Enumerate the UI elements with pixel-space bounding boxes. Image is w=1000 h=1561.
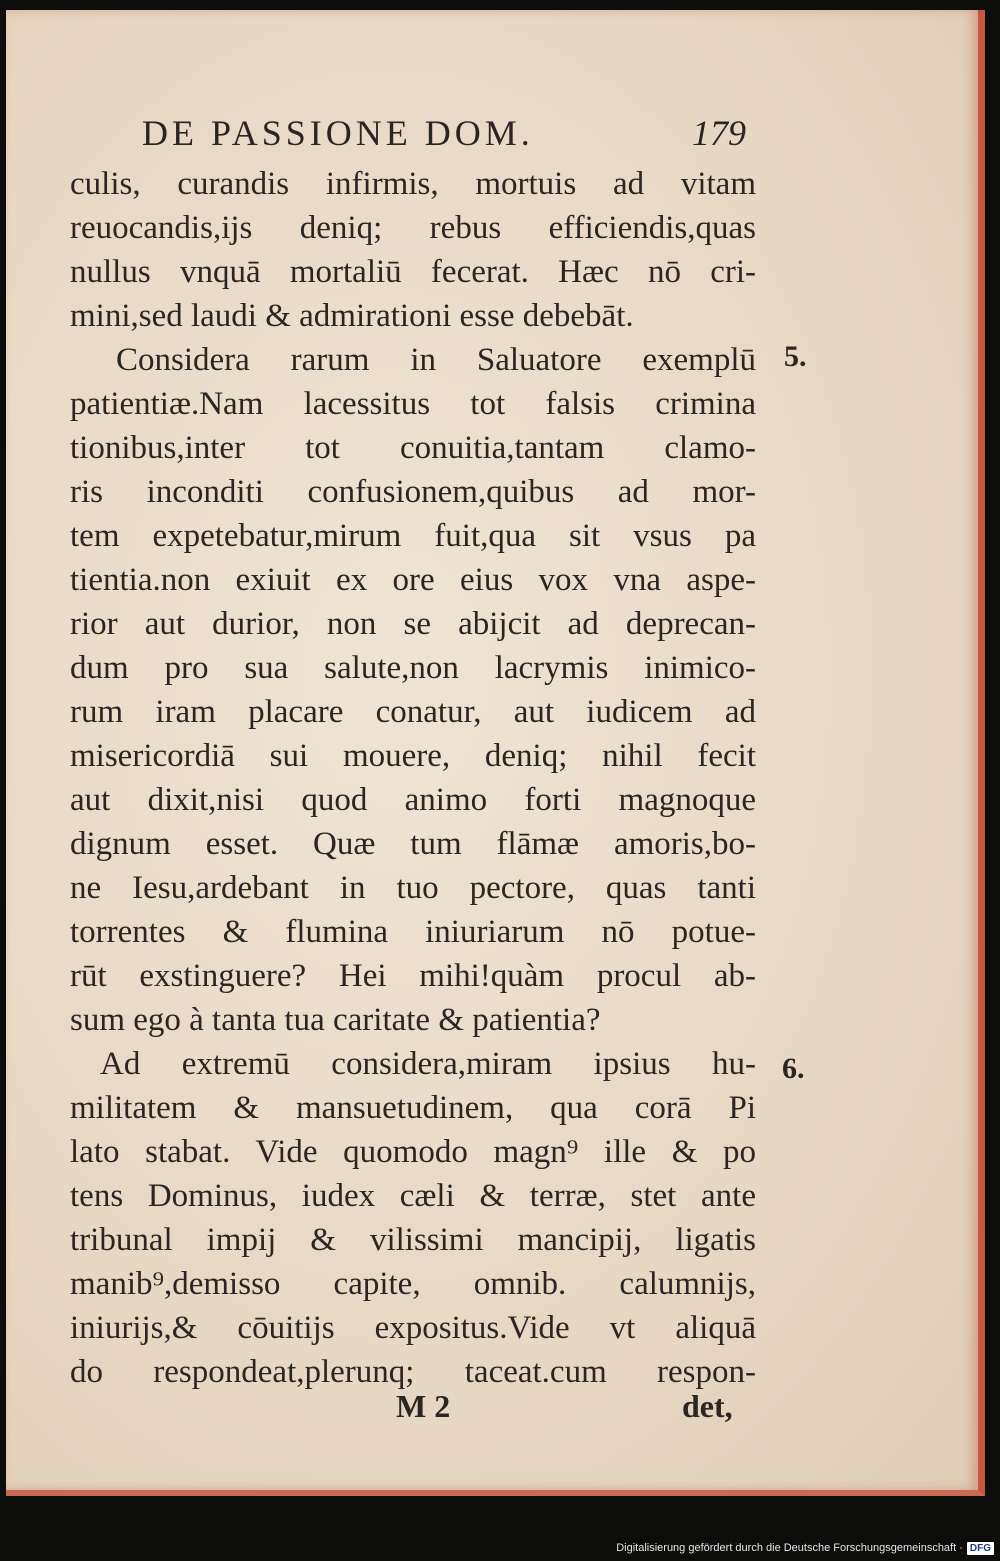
text-line: rior aut durior, non se abijcit ad deprecan-: [70, 606, 756, 642]
text-line: Ad extremū considera,miram ipsius hu-: [100, 1046, 756, 1082]
text-line: ne Iesu,ardebant in tuo pectore, quas tanti: [70, 870, 756, 906]
text-line: do respondeat,plerunq; taceat.cum respon-: [70, 1354, 756, 1390]
text-line: torrentes & flumina iniuriarum nō potue-: [70, 914, 756, 950]
text-line: Considera rarum in Saluatore exemplū: [116, 342, 756, 378]
text-line: iniurijs,& cōuitijs expositus.Vide vt aliquā: [70, 1310, 756, 1346]
running-head: [136, 110, 746, 156]
text-line: tens Dominus, iudex cæli & terræ, stet ante: [70, 1178, 756, 1214]
running-head-title: DE PASSIONE DOM.: [142, 113, 534, 153]
catchword: det,: [682, 1388, 733, 1424]
page-number: 179: [692, 113, 746, 153]
text-line: nullus vnquā mortaliū fecerat. Hæc nō cri-: [70, 254, 756, 290]
text-line: dignum esset. Quæ tum flāmæ amoris,bo-: [70, 826, 756, 862]
margin-number: 5.: [784, 340, 807, 373]
book-page: [6, 10, 985, 1496]
text-line: militatem & mansuetudinem, qua corā Pi: [70, 1090, 756, 1126]
text-line: rum iram placare conatur, aut iudicem ad: [70, 694, 756, 730]
text-line: reuocandis,ijs deniq; rebus efficiendis,quas: [70, 210, 756, 246]
margin-number: 6.: [782, 1052, 805, 1085]
text-line: tem expetebatur,mirum fuit,qua sit vsus pa: [70, 518, 756, 554]
text-line: sum ego à tanta tua caritate & patientia?: [70, 1002, 601, 1038]
text-line: ris inconditi confusionem,quibus ad mor-: [70, 474, 756, 510]
dfg-logo: DFG: [967, 1542, 994, 1555]
funding-credit-text: Digitalisierung gefördert durch die Deutsche Forschungsgemeinschaft ·: [616, 1542, 963, 1554]
text-line: tribunal impij & vilissimi mancipij, ligatis: [70, 1222, 756, 1258]
body-text: [70, 162, 756, 1394]
text-line: aut dixit,nisi quod animo forti magnoque: [70, 782, 756, 818]
text-line: dum pro sua salute,non lacrymis inimico-: [70, 650, 756, 686]
text-line: patientiæ.Nam lacessitus tot falsis crimina: [70, 386, 756, 422]
text-line: mini,sed laudi & admirationi esse debebāt.: [70, 298, 634, 334]
text-line: misericordiā sui mouere, deniq; nihil fecit: [70, 738, 756, 774]
text-line: tionibus,inter tot conuitia,tantam clamo-: [70, 430, 756, 466]
text-line: lato stabat. Vide quomodo magn⁹ ille & po: [70, 1134, 756, 1170]
signature-mark: M 2: [396, 1388, 451, 1424]
text-line: rūt exstinguere? Hei mihi!quàm procul ab-: [70, 958, 756, 994]
text-line: culis, curandis infirmis, mortuis ad vitam: [70, 166, 756, 202]
text-line: tientia.non exiuit ex ore eius vox vna aspe-: [70, 562, 756, 598]
footer-credit: [616, 1538, 994, 1558]
text-line: manib⁹,demisso capite, omnib. calumnijs,: [70, 1266, 756, 1302]
